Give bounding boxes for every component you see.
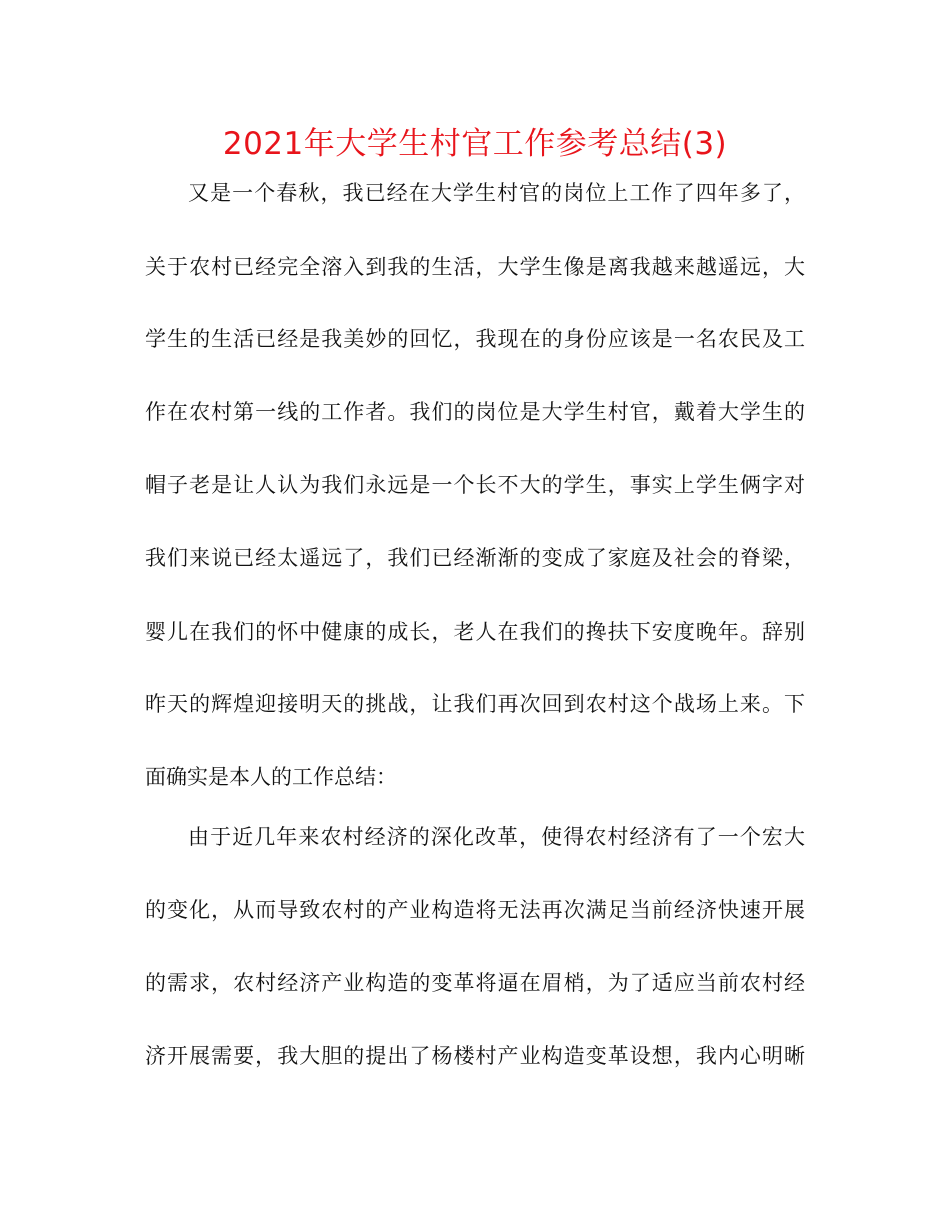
paragraph-1-line-9: 面确实是本人的工作总结：: [145, 765, 397, 789]
paragraph-1-line-5: 帽子老是让人认为我们永远是一个长不大的学生，事实上学生俩字对: [145, 473, 805, 497]
paragraph-1-line-4: 作在农村第一线的工作者。我们的岗位是大学生村官，戴着大学生的: [145, 400, 805, 424]
paragraph-1-line-3: 学生的生活已经是我美妙的回忆，我现在的身份应该是一名农民及工: [145, 327, 805, 351]
paragraph-1-line-1: 又是一个春秋，我已经在大学生村官的岗位上工作了四年多了，: [188, 181, 805, 205]
paragraph-1-line-2: 关于农村已经完全溶入到我的生活，大学生像是离我越来越遥远，大: [145, 255, 805, 279]
paragraph-1-line-8: 昨天的辉煌迎接明天的挑战，让我们再次回到农村这个战场上来。下: [145, 692, 805, 716]
paragraph-2-line-1: 由于近几年来农村经济的深化改革，使得农村经济有了一个宏大: [188, 825, 805, 849]
paragraph-1-line-6: 我们来说已经太遥远了，我们已经渐渐的变成了家庭及社会的脊梁，: [145, 546, 805, 570]
document-title: 2021年大学生村官工作参考总结(3): [222, 126, 728, 162]
paragraph-1-line-7: 婴儿在我们的怀中健康的成长，老人在我们的搀扶下安度晚年。辞别: [145, 620, 805, 644]
paragraph-2-line-3: 的需求，农村经济产业构造的变革将逼在眉梢，为了适应当前农村经: [145, 971, 805, 995]
paragraph-2-line-4: 济开展需要，我大胆的提出了杨楼村产业构造变革设想，我内心明晰: [145, 1044, 805, 1068]
paragraph-2-line-2: 的变化，从而导致农村的产业构造将无法再次满足当前经济快速开展: [145, 898, 805, 922]
